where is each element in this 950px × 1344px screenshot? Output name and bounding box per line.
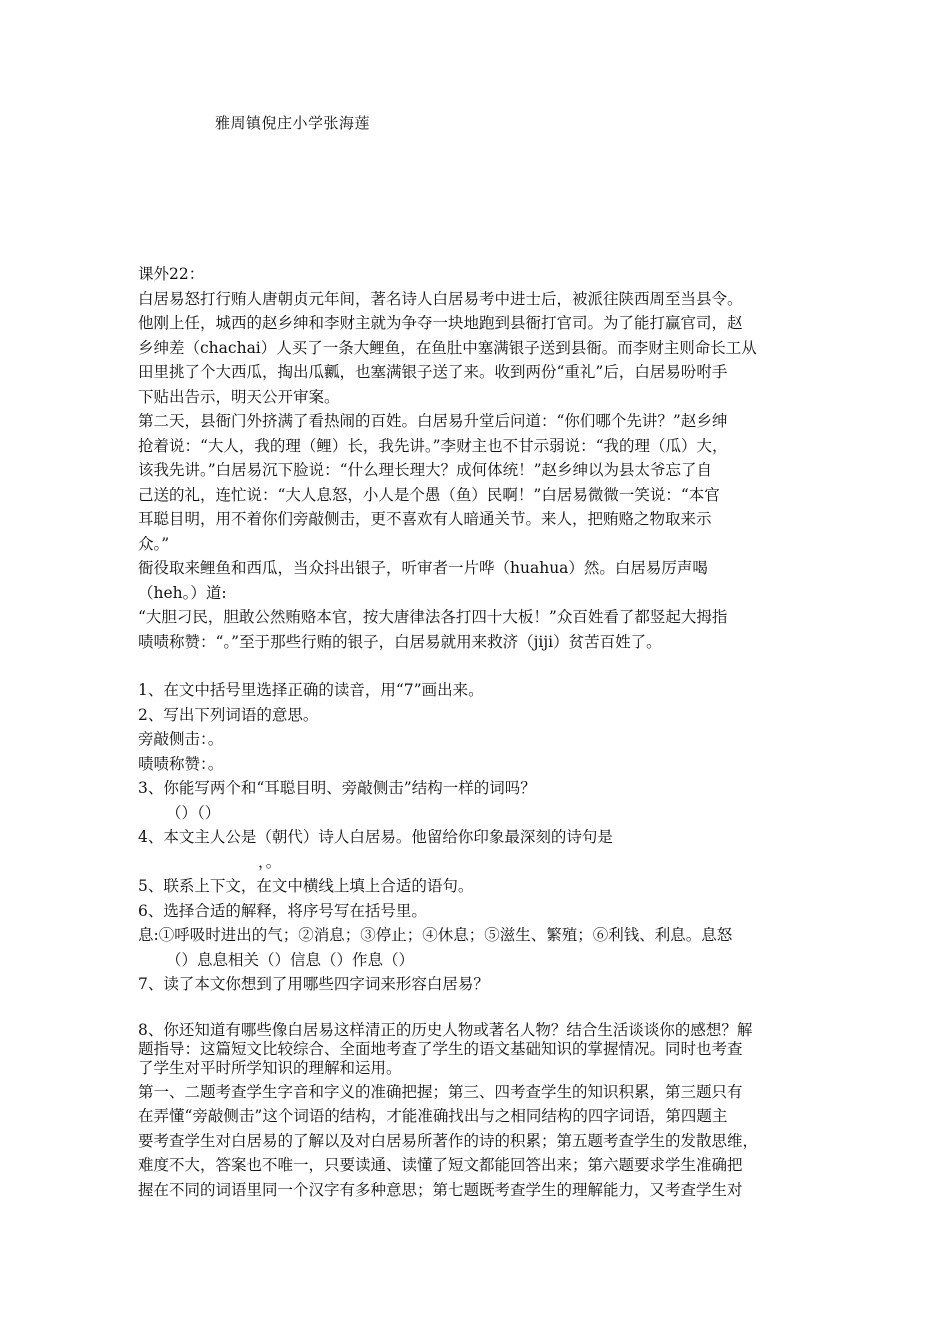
question-8-block	[138, 1021, 828, 1078]
analysis-line: 第一、二题考查学生字音和字义的准确把握；第三、四考查学生的知识积累，第三题只有	[138, 1082, 743, 1101]
story-line: 白居易怒打行贿人唐朝贞元年间，著名诗人白居易考中进士后，被派往陕西周至当县令。	[138, 289, 743, 308]
question-6-blanks: （）息息相关（）信息（）作息（）	[166, 950, 415, 969]
question-1: 1、在文中括号里选择正确的读音，用“7”画出来。	[138, 681, 484, 699]
story-line: 乡绅差（chachai）人买了一条大鲤鱼，在鱼肚中塞满银子送到县衙。而李财主则命长工从	[138, 338, 757, 357]
story-line: （heh。）道:	[138, 583, 227, 602]
story-line: 耳聪目明，用不着你们旁敲侧击，更不喜欢有人暗通关节。来人，把贿赂之物取来示	[138, 510, 712, 528]
question-7: 7、读了本文你想到了用哪些四字词来形容白居易？	[138, 975, 489, 993]
question-5: 5、联系上下文，在文中横线上填上合适的语句。	[138, 877, 474, 895]
analysis-line: 握在不同的词语里同一个汉字有多种意思；第七题既考查学生的理解能力，又考查学生对	[138, 1180, 743, 1199]
story-heading: 课外22：	[138, 265, 205, 283]
story-line: 该我先讲。”白居易沉下脸说：“什么理长理大？成何体统！”赵乡绅以为县太爷忘了自	[138, 461, 713, 479]
story-line: 田里挑了个大西瓜，掏出瓜瓤，也塞满银子送了来。收到两份“重礼”后，白居易吩咐手	[138, 363, 728, 381]
analysis-line: 难度不大，答案也不唯一，只要读通、读懂了短文都能回答出来；第六题要求学生准确把	[138, 1156, 743, 1174]
document-body	[138, 262, 828, 1202]
analysis-line: 在弄懂“旁敲侧击”这个词语的结构，才能准确找出与之相同结构的四字词语，第四题主	[138, 1107, 728, 1125]
question-3-blanks: （）（）	[166, 803, 221, 822]
question-6: 6、选择合适的解释，将序号写在括号里。	[138, 901, 427, 920]
question-4: 4、本文主人公是（朝代）诗人白居易。他留给你印象最深刻的诗句是	[138, 828, 613, 846]
question-2: 2、写出下列词语的意思。	[138, 705, 319, 724]
story-line: 众。”	[138, 534, 170, 553]
story-line: 啧啧称赞：“。”至于那些行贿的银子，白居易就用来救济（jiji）贫苦百姓了。	[138, 632, 662, 651]
story-line: 衙役取来鲤鱼和西瓜，当众抖出银子，听审者一片哗（huahua）然。白居易厉声喝	[138, 559, 708, 577]
question-8-line: 题指导：这篇短文比较综合、全面地考查了学生的语文基础知识的掌握情况。同时也考查	[138, 1039, 743, 1058]
question-4-blanks: ，。	[258, 852, 282, 871]
story-line: 他刚上任，城西的赵乡绅和李财主就为争夺一块地跑到县衙打官司。为了能打赢官司，赵	[138, 314, 743, 332]
story-line: “大胆刁民，胆敢公然贿赂本官，按大唐律法各打四十大板！”众百姓看了都竖起大拇指	[138, 608, 728, 626]
question-6-options: 息:①呼吸时进出的气；②消息；③停止；④休息；⑤滋生、繁殖；⑥利钱、利息。息怒	[138, 926, 733, 944]
question-8-line: 了学生对平时所学知识的理解和运用。	[138, 1058, 402, 1077]
story-line: 下贴出告示，明天公开审案。	[138, 387, 340, 406]
question-8-line: 8、你还知道有哪些像白居易这样清正的历史人物或著名人物？结合生活谈谈你的感想？解	[138, 1020, 753, 1039]
story-line: 第二天，县衙门外挤满了看热闹的百姓。白居易升堂后问道：“你们哪个先讲？”赵乡绅	[138, 412, 728, 430]
story-line: 抢着说：“大人，我的理（鲤）长，我先讲。”李财主也不甘示弱说：“我的理（瓜）大，	[138, 436, 728, 455]
analysis-line: 要考查学生对白居易的了解以及对白居易所著作的诗的积累；第五题考查学生的发散思维，	[138, 1131, 759, 1150]
story-line: 己送的礼，连忙说：“大人息怒，小人是个愚（鱼）民啊！”白居易微微一笑说：“本官	[138, 485, 720, 504]
question-2-item: 啧啧称赞：。	[138, 754, 224, 773]
author-line: 雅周镇倪庄小学张海莲	[215, 114, 371, 132]
question-3: 3、你能写两个和“耳聪目明、旁敲侧击”结构一样的词吗？	[138, 779, 536, 797]
question-2-item: 旁敲侧击：。	[138, 730, 224, 748]
